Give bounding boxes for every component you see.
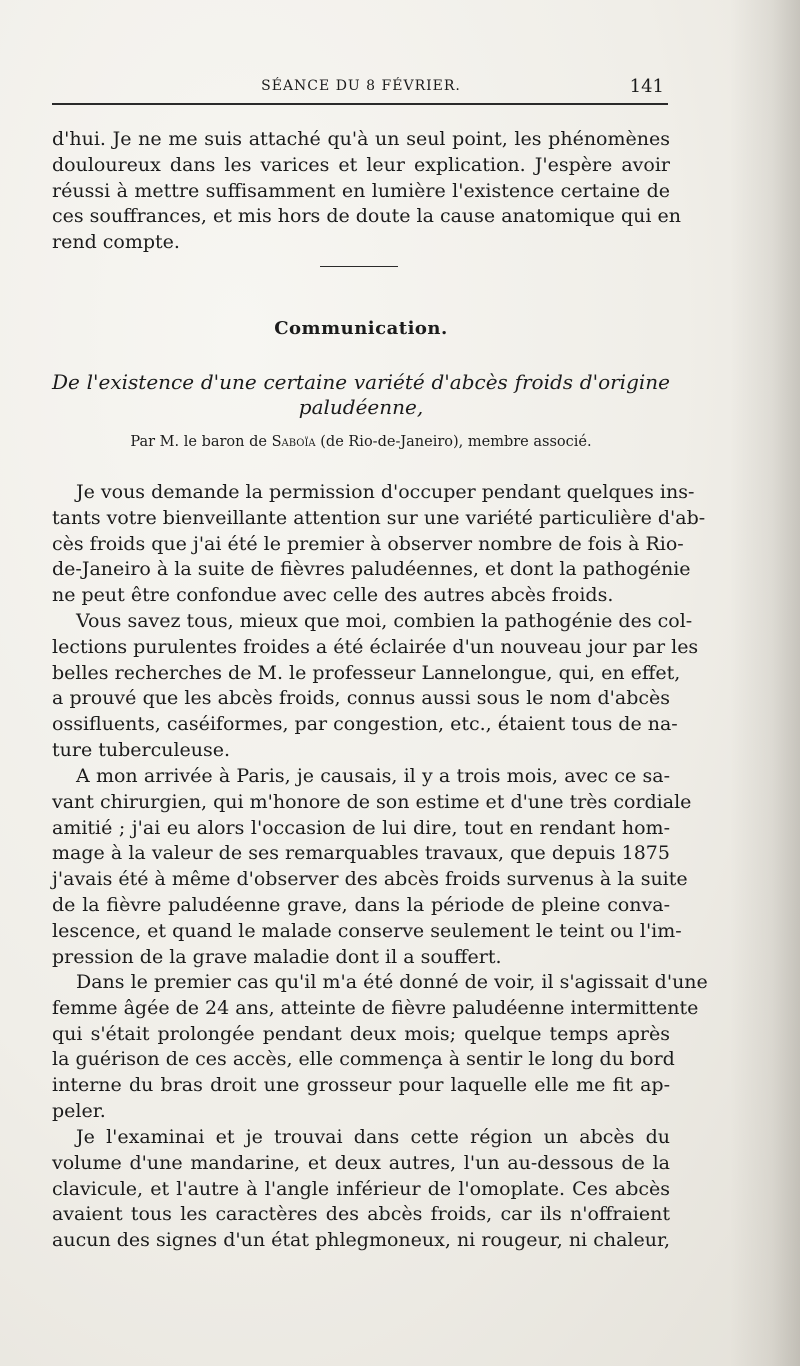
text-line: amitié ; j'ai eu alors l'occasion de lui dire, tout en rendant hom- <box>52 816 670 839</box>
body-paragraph <box>52 1125 670 1254</box>
text-line: ossifluents, caséiformes, par congestion, etc., étaient tous de na- <box>52 713 678 736</box>
text-line: femme âgée de 24 ans, atteinte de fièvre paludéenne intermittente <box>52 996 699 1019</box>
body-paragraph <box>52 480 706 609</box>
text-line: belles recherches de M. le professeur Lannelongue, qui, en effet, <box>52 661 681 684</box>
byline-prefix: Par M. le baron de <box>130 434 267 450</box>
body-paragraph <box>52 970 708 1125</box>
section-separator-rule <box>320 266 398 267</box>
text-line: peler. <box>52 1099 106 1122</box>
text-line: interne du bras droit une grosseur pour laquelle elle me fit ap- <box>52 1074 670 1097</box>
byline-suffix: (de Rio-de-Janeiro), membre associé. <box>320 434 592 450</box>
text-line: de la fièvre paludéenne grave, dans la période de pleine conva- <box>52 893 670 916</box>
text-line: clavicule, et l'autre à l'angle inférieur de l'omoplate. Ces abcès <box>52 1177 670 1200</box>
page-number: 141 <box>629 76 664 97</box>
text-line: mage à la valeur de ses remarquables travaux, que depuis 1875 <box>52 842 670 865</box>
text-line: cès froids que j'ai été le premier à observer nombre de fois à Rio- <box>52 532 684 555</box>
text-line: j'avais été à même d'observer des abcès froids survenus à la suite <box>52 868 688 891</box>
section-heading: Communication. <box>274 318 448 339</box>
text-line: a prouvé que les abcès froids, connus aussi sous le nom d'abcès <box>52 687 670 710</box>
article-title-line: De l'existence d'une certaine variété d'abcès froids d'origine <box>52 370 670 394</box>
text-line: Dans le premier cas qu'il m'a été donné de voir, il s'agissait d'une <box>76 971 708 993</box>
text-line: ne peut être confondue avec celle des autres abcès froids. <box>52 584 614 607</box>
text-line: lescence, et quand le malade conserve seulement le teint ou l'im- <box>52 919 682 942</box>
text-line: qui s'était prolongée pendant deux mois; quelque temps après <box>52 1022 670 1045</box>
text-line: A mon arrivée à Paris, je causais, il y a trois mois, avec ce sa- <box>76 765 670 787</box>
text-line: vant chirurgien, qui m'honore de son estime et d'une très cordiale <box>52 790 692 813</box>
text-line: Je vous demande la permission d'occuper pendant quelques ins- <box>76 481 695 503</box>
text-line: Je l'examinai et je trouvai dans cette région un abcès du <box>76 1126 670 1148</box>
body-paragraph <box>52 764 692 970</box>
byline <box>52 434 670 450</box>
text-line: Vous savez tous, mieux que moi, combien la pathogénie des col- <box>76 610 693 632</box>
text-line: volume d'une mandarine, et deux autres, l'un au-dessous de la <box>52 1151 670 1174</box>
text-line: aucun des signes d'un état phlegmoneux, ni rougeur, ni chaleur, <box>52 1229 670 1252</box>
text-line: lections purulentes froides a été éclairée d'un nouveau jour par les <box>52 635 699 658</box>
text-line: ces souffrances, et mis hors de doute la cause anatomique qui en <box>52 205 681 228</box>
article-title <box>52 370 670 420</box>
text-line: ture tuberculeuse. <box>52 738 231 761</box>
header-rule <box>52 103 668 105</box>
text-line: réussi à mettre suffisamment en lumière l'existence certaine de <box>52 179 670 202</box>
text-line: d'hui. Je ne me suis attaché qu'à un seul point, les phénomènes <box>52 128 670 150</box>
body-paragraph <box>52 609 699 764</box>
text-line: pression de la grave maladie dont il a souffert. <box>52 945 502 968</box>
text-line: de-Janeiro à la suite de fièvres paludéennes, et dont la pathogénie <box>52 558 691 581</box>
byline-author-name: Saboïa <box>271 434 316 450</box>
running-head <box>52 76 670 100</box>
opening-paragraph <box>52 127 681 256</box>
article-title-line: paludéenne, <box>298 395 424 419</box>
running-title: SÉANCE DU 8 FÉVRIER. <box>261 78 461 94</box>
page-edge-shadow <box>730 0 800 1366</box>
text-line: avaient tous les caractères des abcès froids, car ils n'offraient <box>52 1203 670 1226</box>
text-line: la guérison de ces accès, elle commença à sentir le long du bord <box>52 1048 675 1071</box>
text-line: rend compte. <box>52 231 180 254</box>
text-line: tants votre bienveillante attention sur une variété particulière d'ab- <box>52 506 706 529</box>
text-line: douloureux dans les varices et leur explication. J'espère avoir <box>52 153 670 176</box>
